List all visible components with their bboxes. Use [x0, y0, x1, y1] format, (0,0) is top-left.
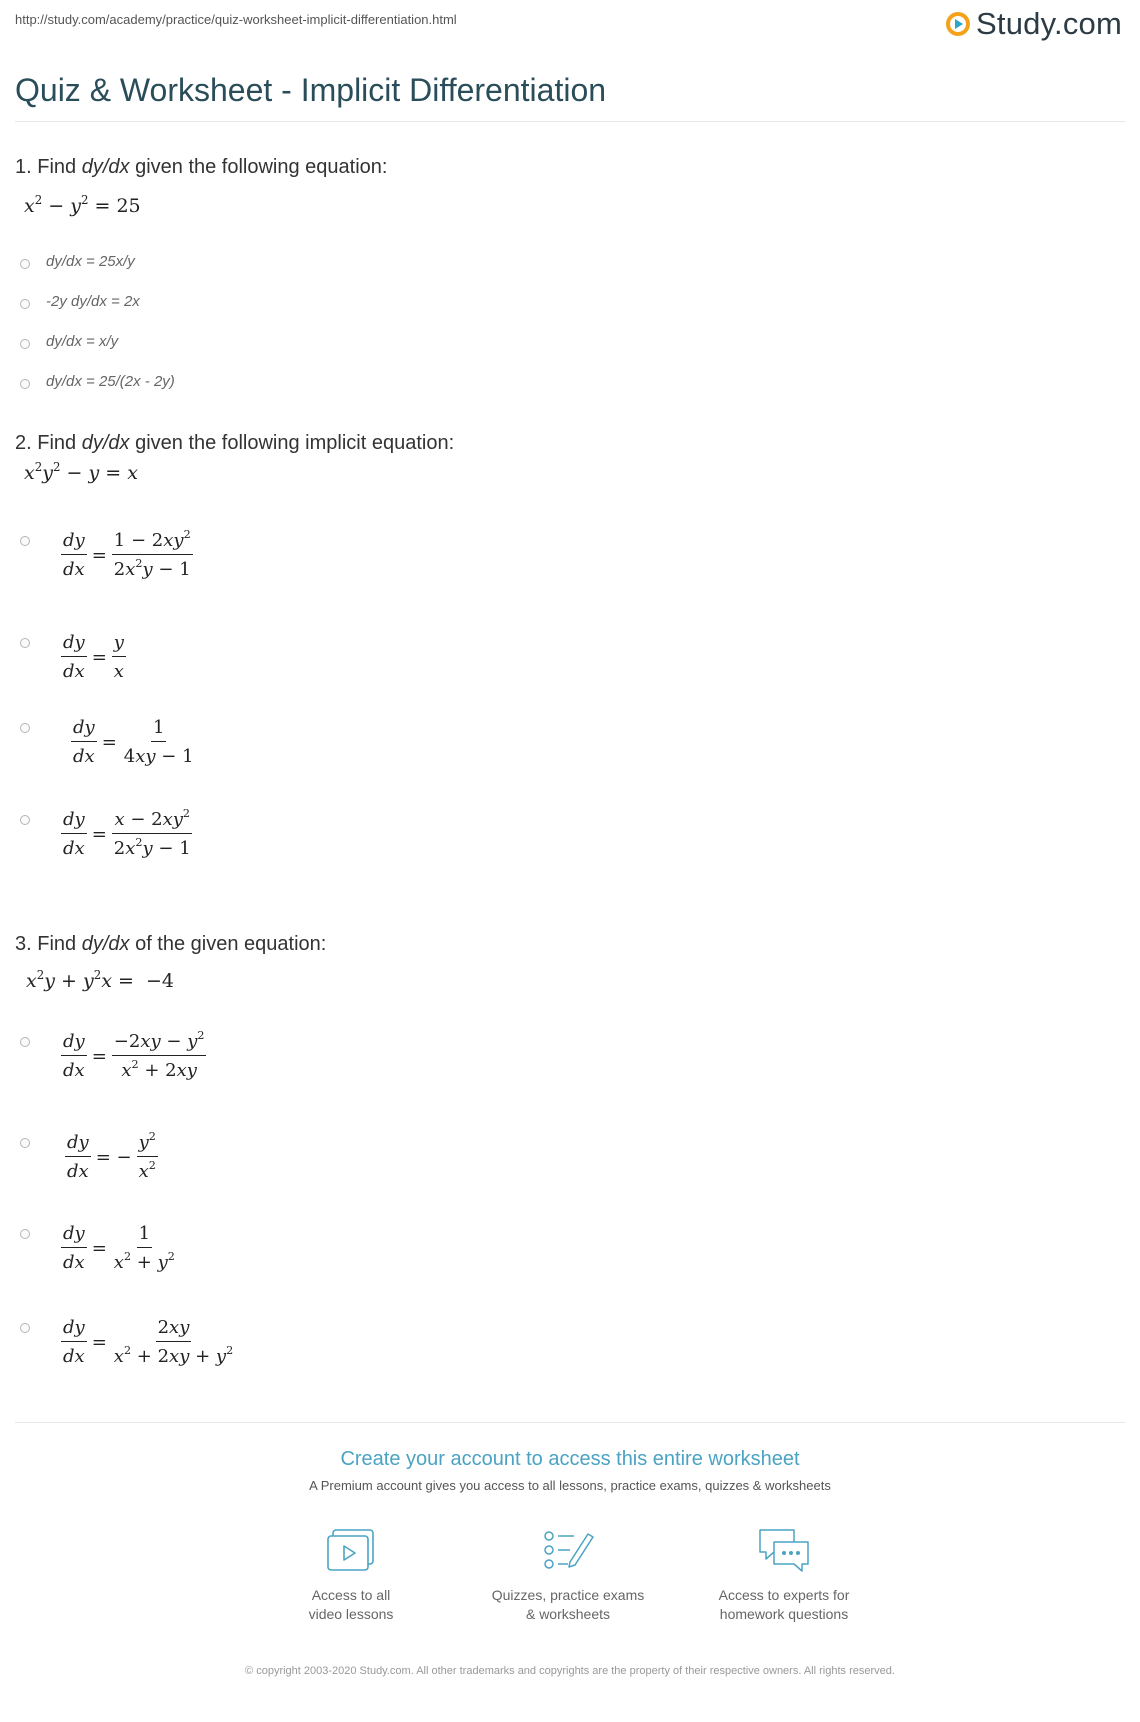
q1-option-4-radio[interactable]	[20, 379, 30, 389]
cta-title[interactable]: Create your account to access this entire worksheet	[340, 1448, 800, 1470]
q3-option-4-radio[interactable]	[20, 1323, 30, 1333]
question-1-equation: $x^2 - y^2 = 25$	[24, 192, 141, 217]
study-logo[interactable]	[944, 6, 1122, 42]
q3-option-2-radio[interactable]	[20, 1138, 30, 1148]
q2-option-3[interactable]	[20, 717, 197, 767]
chat-bubbles-icon	[756, 1526, 812, 1578]
q3-option-2-formula: $\frac{dy}{dx}$ = − $\frac{y^2}{x^2}$	[67, 1130, 156, 1182]
question-3-label: 3. Find dy/dx of the given equation:	[15, 933, 327, 955]
q2-option-2[interactable]	[20, 632, 127, 682]
study-logo-text: Study.com	[976, 6, 1122, 41]
q2-option-2-formula: $\frac{dy}{dx}$ = $\frac{y}{x}$	[63, 632, 124, 682]
q2-option-1-formula: $\frac{dy}{dx}$ = $\frac{1 - 2xy^2}{2x^2y - 1}$	[63, 528, 191, 580]
question-2-label: 2. Find dy/dx given the following implicit equation:	[15, 432, 455, 454]
title-divider	[15, 121, 1125, 122]
q1-option-3-text: dy/dx = x/y	[46, 333, 119, 350]
feature-video-lessons-text: Access to all video lessons	[308, 1587, 394, 1622]
q2-option-3-radio[interactable]	[20, 723, 30, 733]
feature-experts	[694, 1526, 874, 1624]
question-1-label: 1. Find dy/dx given the following equation:	[15, 156, 388, 178]
q1-option-3[interactable]	[20, 333, 118, 350]
q2-option-1[interactable]	[20, 530, 194, 580]
q3-option-1-radio[interactable]	[20, 1037, 30, 1047]
q3-option-3-formula: $\frac{dy}{dx}$ = $\frac{1}{x^2 + y^2}$	[63, 1223, 175, 1273]
q1-option-4[interactable]	[20, 373, 175, 390]
question-2-equation: $x^2y^2 - y = x$	[24, 459, 138, 484]
quiz-checklist-icon	[540, 1526, 596, 1578]
video-lesson-icon	[323, 1526, 379, 1578]
q1-option-4-text: dy/dx = 25/(2x - 2y)	[46, 373, 175, 390]
q2-option-4[interactable]	[20, 809, 194, 859]
q3-option-4-formula: $\frac{dy}{dx}$ = $\frac{2xy}{x^2 + 2xy + y^2}$	[63, 1317, 234, 1367]
q2-option-4-formula: $\frac{dy}{dx}$ = $\frac{x - 2xy^2}{2x^2y - 1}$	[63, 807, 191, 859]
q1-option-2-radio[interactable]	[20, 299, 30, 309]
feature-quizzes	[478, 1526, 658, 1624]
page-url: http://study.com/academy/practice/quiz-worksheet-implicit-differentiation.html	[15, 12, 457, 27]
q3-option-1-formula: $\frac{dy}{dx}$ = $\frac{-2xy - y^2}{x^2 + 2xy}$	[63, 1029, 205, 1081]
q3-option-1[interactable]	[20, 1031, 207, 1081]
q3-option-2[interactable]	[20, 1132, 159, 1182]
q3-option-3[interactable]	[20, 1223, 178, 1273]
q2-option-3-formula: $\frac{dy}{dx}$ = $\frac{1}{4xy - 1}$	[73, 717, 194, 767]
q1-option-1[interactable]	[20, 253, 135, 270]
feature-video-lessons	[261, 1526, 441, 1624]
q3-option-3-radio[interactable]	[20, 1229, 30, 1239]
q3-option-4[interactable]	[20, 1317, 236, 1367]
study-logo-icon	[944, 10, 972, 38]
q1-option-2[interactable]	[20, 293, 140, 310]
q2-option-2-radio[interactable]	[20, 638, 30, 648]
feature-experts-text: Access to experts for homework questions	[718, 1587, 850, 1622]
feature-quizzes-text: Quizzes, practice exams & worksheets	[491, 1587, 645, 1622]
page-title: Quiz & Worksheet - Implicit Differentiation	[15, 72, 607, 108]
copyright-text: © copyright 2003-2020 Study.com. All other trademarks and copyrights are the property of their respective owners. All rights reserved.	[245, 1665, 895, 1677]
q1-option-3-radio[interactable]	[20, 339, 30, 349]
q1-option-1-radio[interactable]	[20, 259, 30, 269]
q2-option-4-radio[interactable]	[20, 815, 30, 825]
cta-subtitle: A Premium account gives you access to all lessons, practice exams, quizzes & worksheets	[309, 1478, 831, 1493]
q2-option-1-radio[interactable]	[20, 536, 30, 546]
q1-option-1-text: dy/dx = 25x/y	[46, 253, 135, 270]
footer-divider	[15, 1422, 1125, 1423]
question-3-equation: $x^2y + y^2x = -4$	[26, 967, 174, 992]
q1-option-2-text: -2y dy/dx = 2x	[46, 293, 140, 310]
